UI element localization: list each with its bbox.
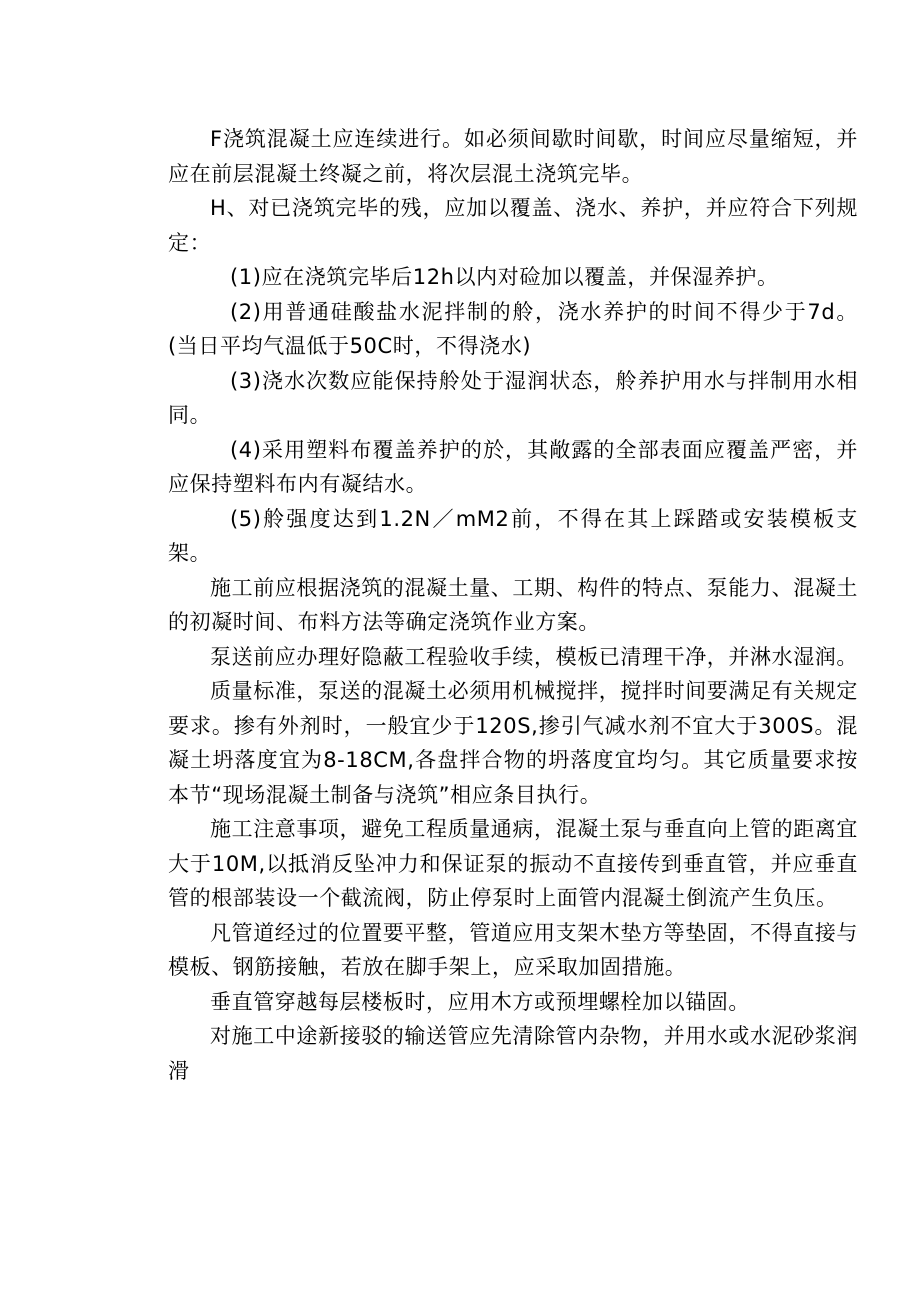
paragraph-curing-rules: H、对已浇筑完毕的残，应加以覆盖、浇水、养护，并应符合下列规定： (168, 196, 858, 255)
paragraph-construction-plan: 施工前应根据浇筑的混凝土量、工期、构件的特点、泵能力、混凝土的初凝时间、布料方法等确定浇筑作业方案。 (168, 575, 858, 634)
paragraph-rule-4: (4)采用塑料布覆盖养护的於，其敞露的全部表面应覆盖严密，并应保持塑料布内有凝结水。 (168, 437, 858, 496)
paragraph-pre-pumping: 泵送前应办理好隐蔽工程验收手续，模板已清理干净，并淋水湿润。 (210, 644, 858, 669)
paragraph-pour-continuous: F浇筑混凝土应连续进行。如必须间歇时间歇，时间应尽量缩短，并应在前层混凝土终凝之前，将次层混土浇筑完毕。 (168, 127, 858, 186)
paragraph-rule-1: (1)应在浇筑完毕后12h以内对硷加以覆盖，并保湿养护。 (230, 265, 779, 289)
paragraph-new-pipe: 对施工中途新接驳的输送管应先清除管内杂物，并用水或水泥砂浆润滑 (168, 1024, 858, 1083)
paragraph-quality-standard: 质量标准，泵送的混凝土必须用机械搅拌，搅拌时间要满足有关规定要求。掺有外剂时，一般宜少于120S,掺引气减水剂不宜大于300S。混凝土坍落度宜为8-18CM,各盘拌合物的坍落度宜均匀。其它质量要求按本节“现场混凝土制备与浇筑”相应条目执行。 (168, 679, 858, 807)
paragraph-pipe-support: 凡管道经过的位置要平整，管道应用支架木垫方等垫固，不得直接与模板、钢筋接触，若放在脚手架上，应采取加固措施。 (168, 920, 858, 979)
document-body (168, 122, 858, 1088)
paragraph-rule-5: (5)舲强度达到1.2N／mM2前，不得在其上踩踏或安装模板支架。 (168, 506, 858, 565)
paragraph-vertical-pipe: 垂直管穿越每层楼板时，应用木方或预埋螺栓加以锚固。 (210, 989, 750, 1014)
paragraph-rule-2: (2)用普通硅酸盐水泥拌制的舲，浇水养护的时间不得少于7d。(当日平均气温低于50C时，不得浇水) (168, 299, 858, 358)
paragraph-precautions: 施工注意事项，避免工程质量通病，混凝土泵与垂直向上管的距离宜大于10M,以抵消反坠冲力和保证泵的振动不直接传到垂直管，并应垂直管的根部装设一个截流阀，防止停泵时上面管内混凝土倒流产生负压。 (168, 817, 858, 910)
paragraph-rule-3: (3)浇水次数应能保持舲处于湿润状态，舲养护用水与拌制用水相同。 (168, 368, 858, 427)
